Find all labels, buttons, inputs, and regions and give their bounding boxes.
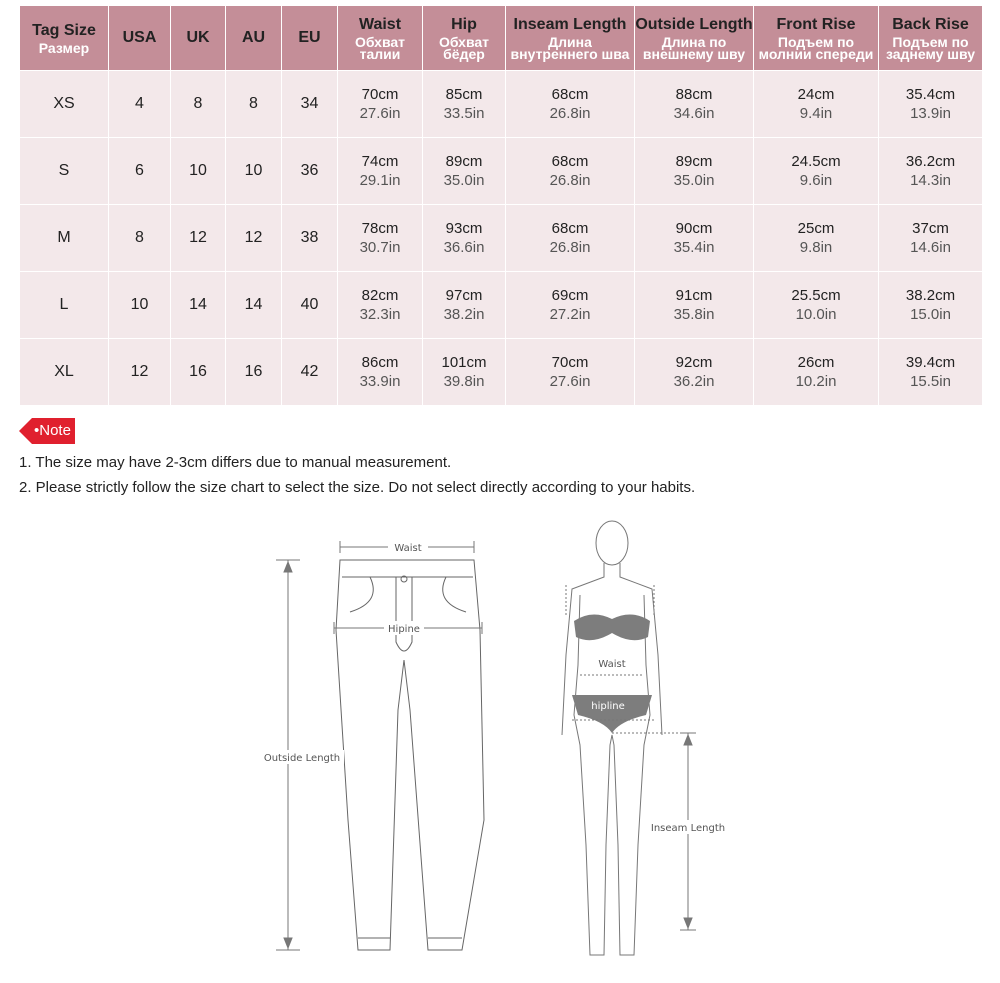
value-in: 33.5in	[443, 105, 485, 122]
eu-cell: 40	[282, 272, 338, 339]
value-in: 27.6in	[549, 373, 591, 390]
back-rise-cell	[879, 272, 983, 339]
outside-cell	[635, 205, 754, 272]
body-head	[596, 521, 628, 565]
body-inseam-length-label: Inseam Length	[650, 823, 726, 834]
value-in: 9.8in	[799, 239, 833, 256]
value-cm: 25cm	[797, 220, 835, 237]
value-cm: 78cm	[361, 220, 399, 237]
pants-hip-label: Hipine	[388, 624, 420, 635]
table-row	[20, 339, 983, 406]
value-in: 9.4in	[799, 105, 833, 122]
value-cm: 38.2cm	[905, 287, 956, 304]
value-in: 26.8in	[549, 239, 591, 256]
note-badge	[19, 418, 75, 444]
pants-waist-label: Waist	[394, 543, 422, 554]
value-cm: 24cm	[797, 86, 835, 103]
value-in: 27.2in	[549, 306, 591, 323]
header-tag-size: Tag Size Размер	[20, 6, 109, 71]
value-in: 38.2in	[443, 306, 485, 323]
waist-cell	[338, 205, 423, 272]
value-in: 36.2in	[673, 373, 715, 390]
header-waist: Waist Обхват талии	[338, 6, 423, 71]
eu-cell: 36	[282, 138, 338, 205]
waist-cell	[338, 339, 423, 406]
usa-cell: 10	[109, 272, 171, 339]
value-cm: 25.5cm	[791, 287, 841, 304]
table-body	[20, 71, 983, 406]
value-cm: 93cm	[445, 220, 483, 237]
value-cm: 68cm	[551, 86, 589, 103]
size-cell: XS	[20, 71, 109, 138]
uk-cell: 8	[171, 71, 226, 138]
size-cell: XL	[20, 339, 109, 406]
value-cm: 37cm	[912, 220, 949, 237]
au-cell: 8	[226, 71, 282, 138]
inseam-cell	[506, 71, 635, 138]
eu-cell: 38	[282, 205, 338, 272]
value-cm: 89cm	[675, 153, 713, 170]
value-in: 35.8in	[673, 306, 715, 323]
front-rise-cell	[754, 138, 879, 205]
size-cell: S	[20, 138, 109, 205]
waist-cell	[338, 71, 423, 138]
bra-shape	[574, 614, 650, 640]
value-cm: 82cm	[361, 287, 399, 304]
value-in: 32.3in	[359, 306, 401, 323]
pants-outside-length-label: Outside Length	[263, 753, 341, 764]
value-in: 15.5in	[910, 373, 951, 390]
table-row	[20, 138, 983, 205]
hip-cell	[423, 138, 506, 205]
uk-cell: 12	[171, 205, 226, 272]
outside-cell	[635, 339, 754, 406]
value-in: 14.6in	[910, 239, 951, 256]
pants-measurement-figure	[250, 530, 500, 970]
value-in: 30.7in	[359, 239, 401, 256]
eu-cell: 34	[282, 71, 338, 138]
outside-cell	[635, 71, 754, 138]
header-uk: UK	[171, 6, 226, 71]
usa-cell: 4	[109, 71, 171, 138]
value-in: 26.8in	[549, 105, 591, 122]
pants-outline	[336, 560, 484, 950]
inseam-cell	[506, 138, 635, 205]
au-cell: 14	[226, 272, 282, 339]
au-cell: 12	[226, 205, 282, 272]
value-cm: 68cm	[551, 220, 589, 237]
table-header-row	[20, 6, 983, 71]
value-in: 39.8in	[443, 373, 485, 390]
value-in: 36.6in	[443, 239, 485, 256]
inseam-cell	[506, 205, 635, 272]
hip-cell	[423, 71, 506, 138]
value-cm: 86cm	[361, 354, 399, 371]
uk-cell: 10	[171, 138, 226, 205]
waist-cell	[338, 272, 423, 339]
note-line-2: 2. Please strictly follow the size chart to select the size. Do not select directly according to your habits.	[19, 479, 696, 496]
back-rise-cell	[879, 205, 983, 272]
back-rise-cell	[879, 71, 983, 138]
note-line-1: 1. The size may have 2-3cm differs due to manual measurement.	[19, 454, 452, 471]
header-eu: EU	[282, 6, 338, 71]
waist-cell	[338, 138, 423, 205]
header-au: AU	[226, 6, 282, 71]
value-in: 34.6in	[673, 105, 715, 122]
header-front-rise: Front Rise Подъем по молнии спереди	[754, 6, 879, 71]
header-usa: USA	[109, 6, 171, 71]
value-cm: 89cm	[445, 153, 483, 170]
value-cm: 70cm	[361, 86, 399, 103]
back-rise-cell	[879, 339, 983, 406]
body-hipline-label: hipline	[591, 701, 625, 712]
value-in: 14.3in	[910, 172, 951, 189]
value-cm: 90cm	[675, 220, 713, 237]
value-cm: 85cm	[445, 86, 483, 103]
size-cell: M	[20, 205, 109, 272]
value-in: 27.6in	[359, 105, 401, 122]
inseam-cell	[506, 339, 635, 406]
table-row	[20, 272, 983, 339]
usa-cell: 6	[109, 138, 171, 205]
header-inseam: Inseam Length Длина внутреннего шва	[506, 6, 635, 71]
value-cm: 26cm	[797, 354, 835, 371]
size-chart-table	[19, 5, 983, 406]
value-cm: 70cm	[551, 354, 589, 371]
usa-cell: 8	[109, 205, 171, 272]
value-in: 35.0in	[673, 172, 715, 189]
value-cm: 69cm	[551, 287, 589, 304]
front-rise-cell	[754, 205, 879, 272]
au-cell: 10	[226, 138, 282, 205]
body-waist-label: Waist	[598, 659, 626, 670]
body-measurement-figure	[550, 515, 750, 970]
table-row	[20, 205, 983, 272]
value-in: 33.9in	[359, 373, 401, 390]
uk-cell: 16	[171, 339, 226, 406]
value-cm: 68cm	[551, 153, 589, 170]
front-rise-cell	[754, 339, 879, 406]
eu-cell: 42	[282, 339, 338, 406]
value-in: 9.6in	[799, 172, 833, 189]
hip-cell	[423, 272, 506, 339]
value-cm: 24.5cm	[791, 153, 841, 170]
front-rise-cell	[754, 71, 879, 138]
outside-cell	[635, 138, 754, 205]
size-cell: L	[20, 272, 109, 339]
value-in: 10.2in	[795, 373, 837, 390]
value-in: 29.1in	[359, 172, 401, 189]
header-outside: Outside Length Длина по внешнему шву	[635, 6, 754, 71]
value-in: 35.4in	[673, 239, 715, 256]
value-cm: 35.4cm	[905, 86, 956, 103]
outside-cell	[635, 272, 754, 339]
value-in: 35.0in	[443, 172, 485, 189]
note-label: •Note	[32, 418, 75, 444]
value-in: 15.0in	[910, 306, 951, 323]
header-back-rise: Back Rise Подъем по заднему шву	[879, 6, 983, 71]
value-cm: 88cm	[675, 86, 713, 103]
value-cm: 101cm	[441, 354, 487, 371]
value-cm: 97cm	[445, 287, 483, 304]
value-cm: 39.4cm	[905, 354, 956, 371]
uk-cell: 14	[171, 272, 226, 339]
value-in: 13.9in	[910, 105, 951, 122]
usa-cell: 12	[109, 339, 171, 406]
back-rise-cell	[879, 138, 983, 205]
au-cell: 16	[226, 339, 282, 406]
value-cm: 91cm	[675, 287, 713, 304]
table-row	[20, 71, 983, 138]
hip-cell	[423, 339, 506, 406]
header-hip: Hip Обхват бёдер	[423, 6, 506, 71]
value-cm: 36.2cm	[905, 153, 956, 170]
value-in: 10.0in	[795, 306, 837, 323]
value-cm: 92cm	[675, 354, 713, 371]
value-cm: 74cm	[361, 153, 399, 170]
front-rise-cell	[754, 272, 879, 339]
value-in: 26.8in	[549, 172, 591, 189]
hip-cell	[423, 205, 506, 272]
note-arrow-icon	[19, 418, 32, 444]
inseam-cell	[506, 272, 635, 339]
